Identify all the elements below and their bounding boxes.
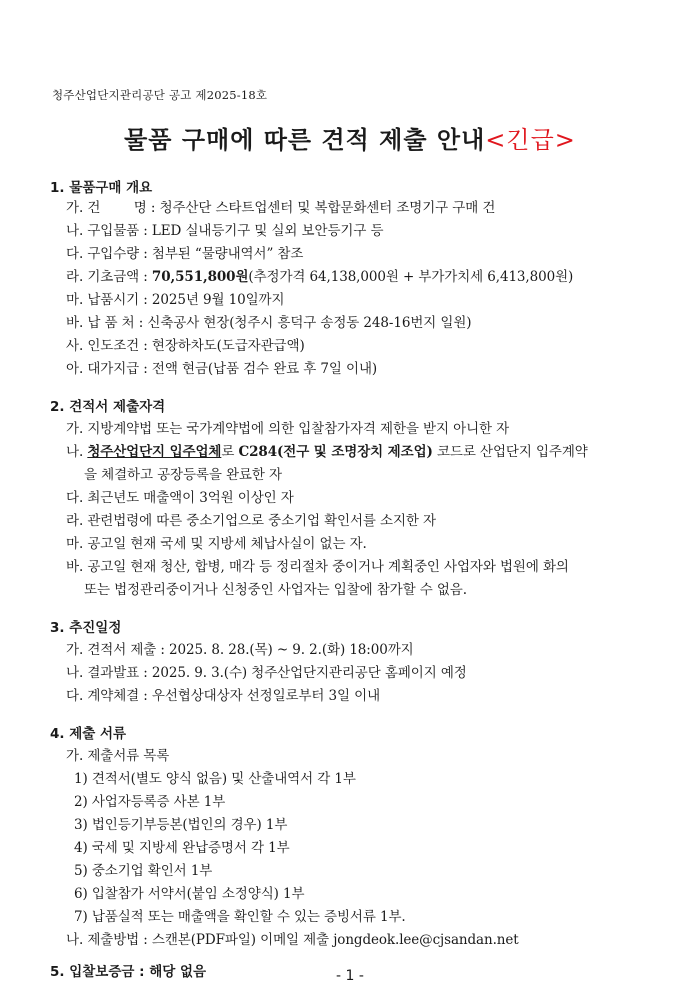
s1-item-value: 2025년 9월 10일까지 [151, 292, 285, 308]
doc-item: 2) 사업자등록증 사본 1부 [74, 794, 226, 810]
s2-item-c: 다. 최근년도 매출액이 3억원 이상인 자 [66, 490, 294, 506]
s2-item-prefix: 나. [66, 444, 88, 460]
s4-sub-a: 가. 제출서류 목록 [66, 748, 170, 764]
s1-item-label: 나. 구입물품 : [66, 223, 152, 239]
s1-item-label: 아. 대가지급 : [66, 361, 152, 377]
s1-item-value: 전액 현금(납품 검수 완료 후 7일 이내) [151, 361, 378, 377]
s1-item-label: 바. 납 품 처 : [66, 315, 148, 331]
s1-item-b [66, 219, 383, 239]
notice-number: 청주산업단지관리공단 공고 제2025-18호 [52, 88, 268, 102]
doc-item: 4) 국세 및 지방세 완납증명서 각 1부 [74, 840, 290, 856]
s1-item-label: 라. 기초금액 : [66, 269, 152, 285]
s1-item-value: 첨부된 “물량내역서” 참조 [151, 246, 304, 262]
doc-item: 7) 납품실적 또는 매출액을 확인할 수 있는 증빙서류 1부. [74, 909, 406, 925]
doc-item: 1) 견적서(별도 양식 없음) 및 산출내역서 각 1부 [74, 771, 356, 787]
s1-item-label: 사. 인도조건 : [66, 338, 152, 354]
doc-item: 5) 중소기업 확인서 1부 [74, 863, 213, 879]
s2-item-mid: 로 [221, 444, 239, 460]
s1-item-value: (추정가격 64,138,000원 + 부가가치세 6,413,800원) [248, 269, 574, 285]
s1-item-value: 청주산단 스타트업센터 및 복합문화센터 조명기구 구매 건 [159, 200, 496, 216]
s1-item-f [66, 311, 471, 331]
s2-item-d: 라. 관련법령에 따른 중소기업으로 중소기업 확인서를 소지한 자 [66, 513, 436, 529]
page-number: - 1 - [336, 968, 364, 984]
doc-item: 6) 입찰참가 서약서(붙임 소정양식) 1부 [74, 886, 305, 902]
s1-item-value: 현장하차도(도급자관급액) [151, 338, 305, 354]
s1-item-c [66, 242, 303, 262]
s2-item-a: 가. 지방계약법 또는 국가계약법에 의한 입찰참가자격 제한을 받지 아니한 자 [66, 421, 510, 437]
section-2-heading: 2. 견적서 제출자격 [50, 399, 166, 415]
s1-item-label: 마. 납품시기 : [66, 292, 152, 308]
section-1-heading: 1. 물품구매 개요 [50, 180, 153, 196]
s4-sub-b: 나. 제출방법 : 스캔본(PDF파일) 이메일 제출 jongdeok.lee@cjsandan.net [66, 932, 519, 948]
s2-item-b [66, 440, 588, 460]
s2-item-f: 바. 공고일 현재 청산, 합병, 매각 등 정리절차 중이거나 계획중인 사업자와 법원에 화의 [66, 559, 569, 575]
doc-item: 3) 법인등기부등본(법인의 경우) 1부 [74, 817, 288, 833]
section-3-heading: 3. 추진일정 [50, 620, 122, 636]
s1-item-value: LED 실내등기구 및 실외 보안등기구 등 [151, 223, 384, 239]
s2-item-tail: 코드로 산업단지 입주계약 [432, 444, 588, 460]
s3-item-a: 가. 견적서 제출 : 2025. 8. 28.(목) ~ 9. 2.(화) 18:00까지 [66, 642, 414, 658]
s3-item-c: 다. 계약체결 : 우선협상대상자 선정일로부터 3일 이내 [66, 688, 381, 704]
s2-item-e: 마. 공고일 현재 국세 및 지방세 체납사실이 없는 자. [66, 536, 367, 552]
industry-code: C284(전구 및 조명장치 제조업) [238, 444, 433, 460]
s3-item-b: 나. 결과발표 : 2025. 9. 3.(수) 청주산업단지관리공단 홈페이지 예정 [66, 665, 467, 681]
s1-item-h [66, 357, 377, 377]
resident-company: 청주산업단지 입주업체 [87, 444, 222, 460]
section-5-heading: 5. 입찰보증금 : 해당 없음 [50, 964, 207, 980]
title-text: 물품 구매에 따른 견적 제출 안내 [124, 126, 486, 154]
s1-item-a [66, 196, 495, 216]
s1-item-label: 가. 건 명 : [66, 200, 160, 216]
s1-item-g [66, 334, 305, 354]
urgent-badge: <긴급> [485, 126, 576, 154]
s1-item-e [66, 288, 284, 308]
s1-item-label: 다. 구입수량 : [66, 246, 152, 262]
base-amount: 70,551,800원 [151, 269, 249, 285]
page-title [0, 120, 700, 155]
s2-item-f-cont: 또는 법정관리중이거나 신청중인 사업자는 입찰에 참가할 수 없음. [84, 582, 467, 598]
section-4-heading: 4. 제출 서류 [50, 726, 127, 742]
s1-item-d [66, 265, 573, 285]
s1-item-value: 신축공사 현장(청주시 흥덕구 송정동 248-16번지 일원) [147, 315, 472, 331]
s2-item-b-cont: 을 체결하고 공장등록을 완료한 자 [84, 467, 282, 483]
